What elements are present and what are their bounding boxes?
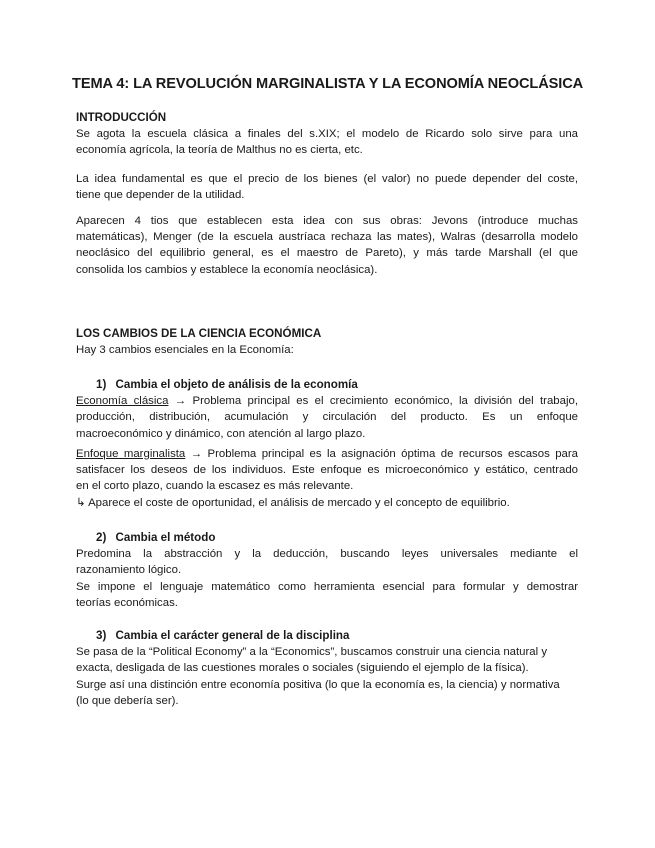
cambios-lead: Hay 3 cambios esenciales en la Economía:	[76, 344, 294, 357]
change-3-number: 3)	[96, 629, 107, 642]
clasica-line2: producción, distribución, acumulación y circulación del producto. Es un enfoque	[76, 411, 578, 424]
intro-section	[76, 110, 578, 159]
change-2-heading	[76, 530, 578, 546]
intro-p3-line4: consolida los cambios y establece la economía neoclásica).	[76, 263, 378, 276]
clasica-text-1: → Problema principal es el crecimiento económico, la división del trabajo,	[168, 395, 578, 408]
intro-p3-line3: neoclásico del equilibrio general, es el maestro de Pareto), y más tarde Marshall (el que	[76, 247, 578, 260]
cambios-heading: LOS CAMBIOS DE LA CIENCIA ECONÓMICA	[76, 327, 322, 340]
marg-line1	[76, 446, 578, 462]
change-1-title: Cambia el objeto de análisis de la economía	[115, 378, 358, 391]
change-3-line1: Se pasa de la “Political Economy” a la “Economics”, buscamos construir una ciencia natural y	[76, 646, 548, 659]
change-3-heading	[76, 628, 578, 644]
marginalista-block	[76, 446, 578, 511]
marg-label: Enfoque marginalista	[76, 448, 186, 460]
marg-text-1: → Problema principal es la asignación óptima de recursos escasos para	[185, 448, 578, 460]
change-2-line4: teorías económicas.	[76, 596, 178, 609]
change-2-title: Cambia el método	[115, 531, 216, 544]
change-2-number: 2)	[96, 531, 107, 544]
intro-p1-line1: Se agota la escuela clásica a finales del s.XIX; el modelo de Ricardo solo sirve para una	[76, 128, 578, 141]
intro-p2	[76, 171, 578, 203]
clasica-line3: macroeconómico y dinámico, con atención al largo plazo.	[76, 427, 366, 440]
change-1	[76, 377, 578, 442]
change-3-line4: (lo que debería ser).	[76, 694, 179, 707]
change-3-title: Cambia el carácter general de la disciplina	[115, 629, 350, 642]
document-title: TEMA 4: LA REVOLUCIÓN MARGINALISTA Y LA ECONOMÍA NEOCLÁSICA	[72, 76, 584, 92]
intro-p3-line2: matemáticas), Menger (de la escuela austríaca rechaza las mates), Walras (desarrolla modelo	[76, 231, 578, 244]
intro-p1-line2: economía agrícola, la teoría de Malthus no es cierta, etc.	[76, 144, 363, 157]
change-3-line2: exacta, desligada de las cuestiones morales o sociales (siguiendo el ejemplo de la física).	[76, 662, 529, 675]
change-1-heading	[76, 377, 578, 393]
intro-p2-line2: tiene que depender de la utilidad.	[76, 189, 245, 202]
intro-p3-line1: Aparecen 4 tios que establecen esta idea con sus obras: Jevons (introduce muchas	[76, 215, 578, 227]
change-2-line2: razonamiento lógico.	[76, 564, 182, 577]
change-2-line1: Predomina la abstracción y la deducción, buscando leyes universales mediante el	[76, 548, 578, 561]
intro-p3	[76, 213, 578, 278]
intro-heading: INTRODUCCIÓN	[76, 111, 167, 124]
intro-p2-line1: La idea fundamental es que el precio de los bienes (el valor) no puede depender del coste,	[76, 173, 578, 185]
change-2-line3: Se impone el lenguaje matemático como herramienta esencial para formular y demostrar	[76, 580, 578, 593]
marg-line2: satisfacer los deseos de los individuos. Este enfoque es microeconómico y estático, centrado	[76, 464, 578, 477]
change-3-line3: Surge así una distinción entre economía positiva (lo que la economía es, la ciencia) y normativa	[76, 678, 560, 691]
marg-line3: en el corto plazo, cuando la escasez es más relevante.	[76, 480, 354, 493]
change-3	[76, 628, 578, 709]
cambios-section	[76, 326, 578, 358]
change-2	[76, 530, 578, 611]
clasica-line1	[76, 393, 578, 409]
marg-note: ↳ Aparece el coste de oportunidad, el análisis de mercado y el concepto de equilibrio.	[76, 496, 510, 509]
change-1-number: 1)	[96, 378, 107, 391]
clasica-label: Economía clásica	[76, 395, 169, 408]
